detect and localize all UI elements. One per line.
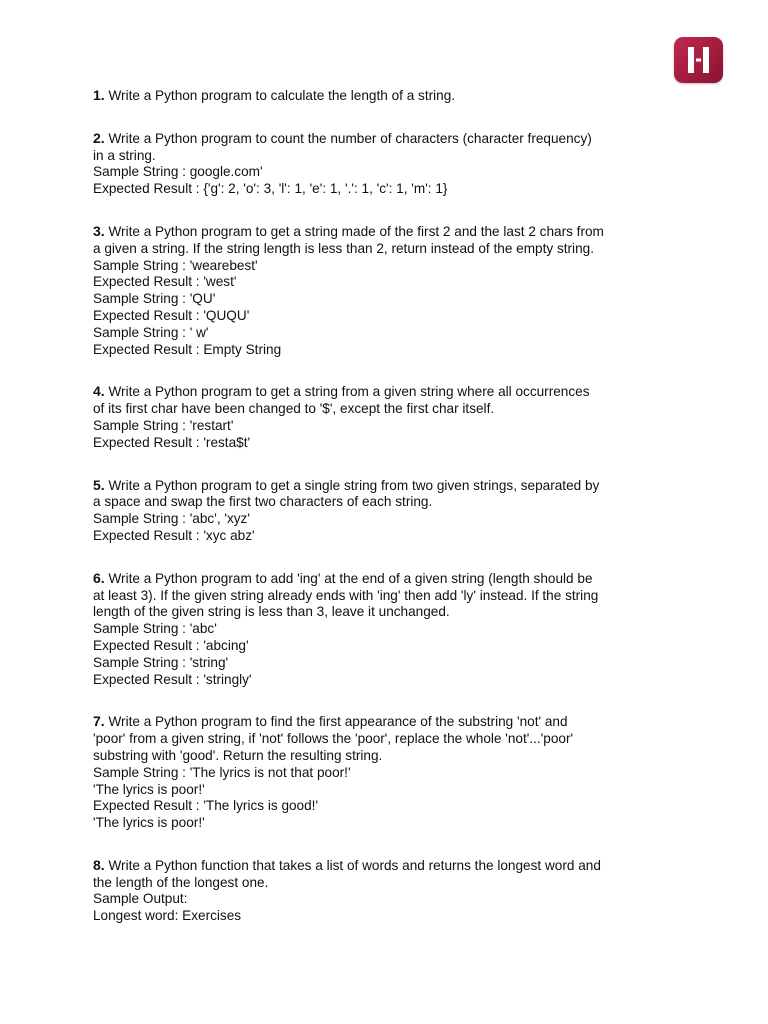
question-line	[93, 528, 693, 545]
question-line	[93, 325, 693, 342]
question-4	[93, 383, 693, 451]
line-text: Expected Result : {'g': 2, 'o': 3, 'l': 1, 'e': 1, '.': 1, 'c': 1, 'm': 1}	[93, 181, 448, 197]
line-text: at least 3). If the given string already ends with 'ing' then add 'ly' instead. If the string	[93, 587, 599, 603]
question-text	[93, 223, 693, 241]
question-line	[93, 798, 693, 815]
question-6	[93, 570, 693, 689]
question-line	[93, 401, 693, 418]
question-line	[93, 241, 693, 258]
question-text	[93, 570, 693, 588]
line-text: Write a Python program to add 'ing' at the end of a given string (length should be	[108, 570, 593, 586]
line-text: 'The lyrics is poor!'	[93, 815, 205, 831]
question-3	[93, 223, 693, 358]
question-line	[93, 291, 693, 308]
line-text: Expected Result : 'xyc abz'	[93, 527, 255, 543]
question-text	[93, 87, 693, 105]
line-text: Sample String : 'string'	[93, 654, 229, 670]
line-text: Sample String : ' w'	[93, 324, 209, 340]
question-line	[93, 588, 693, 605]
question-line	[93, 148, 693, 165]
line-text: Write a Python program to get a single string from two given strings, separated by	[108, 477, 600, 493]
line-text: Write a Python program to get a string from a given string where all occurrences	[108, 384, 590, 400]
question-line	[93, 181, 693, 198]
line-text: Expected Result : Empty String	[93, 341, 282, 357]
line-text: Sample String : 'abc', 'xyz'	[93, 511, 250, 527]
line-text: substring with 'good'. Return the resulting string.	[93, 747, 383, 763]
line-text: Write a Python program to calculate the length of a string.	[108, 88, 456, 103]
question-line	[93, 891, 693, 908]
question-7	[93, 713, 693, 832]
question-line	[93, 655, 693, 672]
line-text: Expected Result : 'abcing'	[93, 637, 249, 653]
line-text: a space and swap the first two characters of each string.	[93, 494, 433, 510]
question-number: 5.	[93, 476, 105, 493]
line-text: Write a Python function that takes a list of words and returns the longest word and	[108, 857, 601, 873]
question-line	[93, 782, 693, 799]
question-number: 3.	[93, 222, 105, 239]
question-number: 2.	[93, 129, 105, 146]
question-8	[93, 857, 693, 925]
question-line	[93, 164, 693, 181]
question-text	[93, 857, 693, 875]
line-text: Expected Result : 'west'	[93, 274, 237, 290]
line-text: Expected Result : 'resta$t'	[93, 434, 251, 450]
question-line	[93, 672, 693, 689]
line-text: a given a string. If the string length is less than 2, return instead of the empty string.	[93, 240, 594, 256]
question-number: 6.	[93, 569, 105, 586]
question-line	[93, 638, 693, 655]
question-5	[93, 477, 693, 545]
line-text: Sample String : 'restart'	[93, 417, 234, 433]
question-line	[93, 765, 693, 782]
question-2	[93, 130, 693, 198]
question-1	[93, 87, 693, 105]
line-text: Write a Python program to get a string made of the first 2 and the last 2 chars from	[108, 223, 604, 239]
line-text: Sample String : google.com'	[93, 164, 263, 180]
question-line	[93, 815, 693, 832]
question-line	[93, 258, 693, 275]
question-number: 1.	[93, 87, 105, 103]
h-brand-icon	[674, 37, 723, 83]
line-text: in a string.	[93, 147, 156, 163]
question-line	[93, 748, 693, 765]
question-line	[93, 731, 693, 748]
line-text: Sample String : 'wearebest'	[93, 257, 258, 273]
line-text: Sample String : 'QU'	[93, 291, 216, 307]
question-line	[93, 418, 693, 435]
line-text: Expected Result : 'The lyrics is good!'	[93, 798, 319, 814]
line-text: Write a Python program to find the first appearance of the substring 'not' and	[108, 714, 568, 730]
question-number: 7.	[93, 713, 105, 730]
question-line	[93, 621, 693, 638]
question-number: 4.	[93, 383, 105, 400]
question-line	[93, 511, 693, 528]
line-text: Sample String : 'abc'	[93, 621, 217, 637]
exercise-list	[93, 87, 693, 950]
question-line	[93, 435, 693, 452]
line-text: Sample Output:	[93, 891, 188, 907]
question-text	[93, 477, 693, 495]
line-text: of its first char have been changed to '$', except the first char itself.	[93, 401, 495, 417]
question-line	[93, 494, 693, 511]
line-text: Sample String : 'The lyrics is not that poor!'	[93, 764, 351, 780]
question-text	[93, 713, 693, 731]
question-line	[93, 274, 693, 291]
line-text: length of the given string is less than 3, leave it unchanged.	[93, 604, 450, 620]
question-number: 8.	[93, 856, 105, 873]
line-text: Write a Python program to count the number of characters (character frequency)	[108, 130, 592, 146]
question-line	[93, 342, 693, 359]
question-line	[93, 604, 693, 621]
line-text: Longest word: Exercises	[93, 908, 242, 924]
line-text: Expected Result : 'stringly'	[93, 671, 252, 687]
question-line	[93, 908, 693, 925]
question-text	[93, 383, 693, 401]
question-line	[93, 875, 693, 892]
question-text	[93, 130, 693, 148]
line-text: the length of the longest one.	[93, 874, 269, 890]
line-text: 'poor' from a given string, if 'not' follows the 'poor', replace the whole 'not'...'poor'	[93, 731, 574, 747]
question-line	[93, 308, 693, 325]
line-text: 'The lyrics is poor!'	[93, 781, 205, 797]
brand-logo	[674, 37, 723, 83]
line-text: Expected Result : 'QUQU'	[93, 307, 250, 323]
